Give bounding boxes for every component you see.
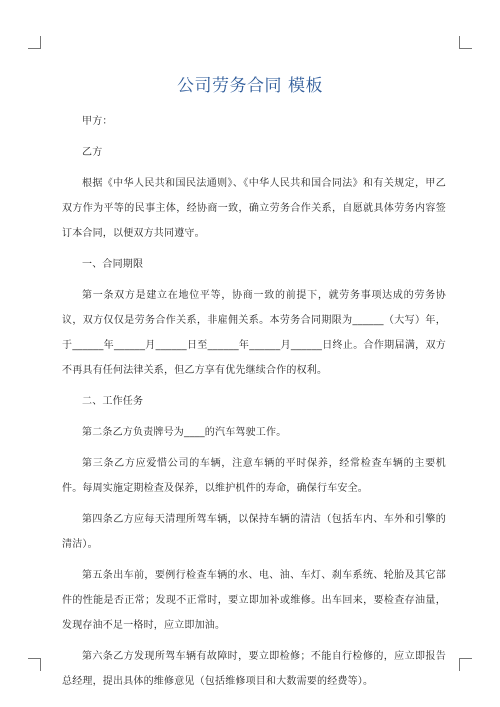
section-heading-tasks: 二、工作任务 — [82, 396, 144, 407]
preamble-paragraph: 根据《中华人民共和国民法通则》、《中华人民共和国合同法》和有关规定，甲乙双方作为平等的民事主体，经协商一致，确立劳务合作关系，自愿就具体劳务内容签订本合同，以便双方共同遵守。 — [62, 178, 446, 239]
article-6-paragraph: 第六条乙方发现所驾车辆有故障时，要立即检修；不能自行检修的，应立即报告总经理，提出具体的维修意见（包括维修项目和大数需要的经费等）。 — [62, 651, 446, 687]
article-3-paragraph: 第三条乙方应爱惜公司的车辆，注意车辆的平时保养，经常检查车辆的主要机件。每周实施定期检查及保养，以维护机件的寿命，确保行车安全。 — [62, 458, 446, 494]
article-5-paragraph: 第五条出车前，要例行检查车辆的水、电、油、车灯、刹车系统、轮胎及其它部件的性能是否正常；发现不正常时，要立即加补或维修。出车回来，要检查存油量，发现存油不足一格时，应立即加油。 — [62, 570, 446, 631]
article-4-paragraph: 第四条乙方应每天清理所驾车辆，以保持车辆的清洁（包括车内、车外和引擎的清洁）。 — [62, 514, 446, 550]
party-a-line: 甲方： — [82, 116, 113, 127]
section-heading-term: 一、合同期限 — [82, 259, 144, 270]
crop-mark-top-left — [28, 36, 41, 49]
crop-mark-top-right — [459, 36, 472, 49]
crop-mark-bottom-left — [28, 658, 41, 671]
party-b-line: 乙方 — [82, 147, 103, 158]
article-2-paragraph: 第二条乙方负责牌号为____的汽车驾驶工作。 — [82, 427, 287, 438]
article-1-paragraph: 第一条双方是建立在地位平等，协商一致的前提下，就劳务事项达成的劳务协议，双方仅仅是劳务合作关系，非雇佣关系。本劳务合同期限为______（大写）年，于______年______月______日至______年______月______日终止。合作期届满，双方不再具有任何法律关系，但乙方享有优先继续合作的权利。 — [62, 290, 446, 376]
crop-mark-bottom-right — [459, 658, 472, 671]
document-title: 公司劳务合同 模板 — [177, 76, 323, 97]
document-body — [62, 109, 446, 694]
